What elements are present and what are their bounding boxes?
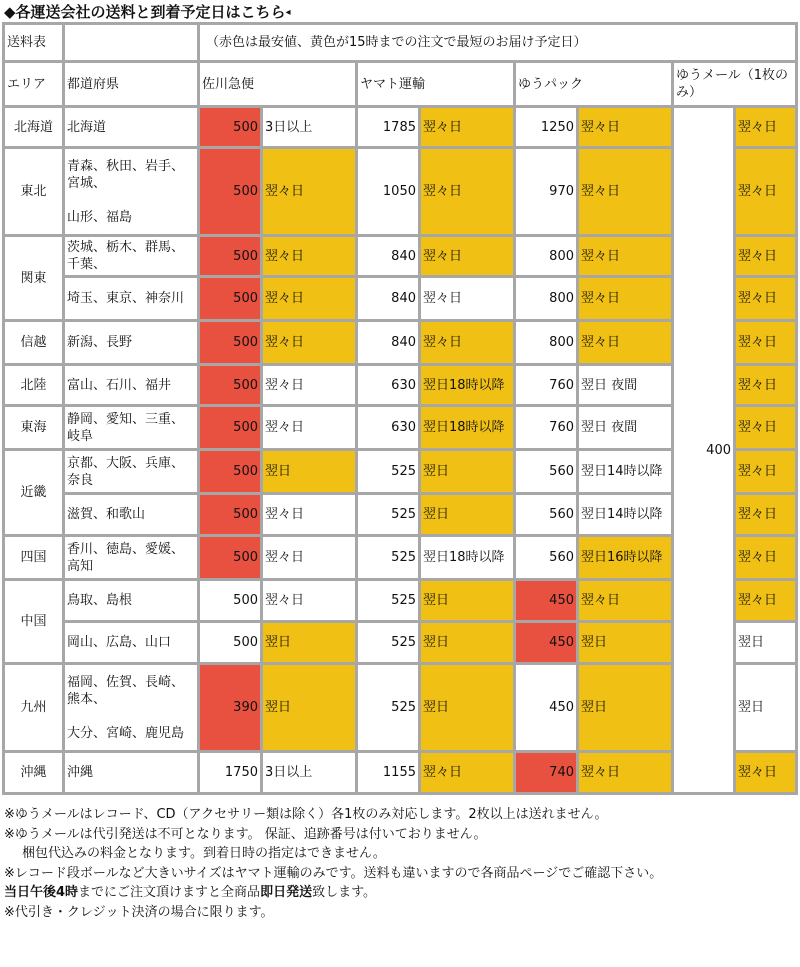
same-day-shipping: 即日発送 [260, 885, 313, 900]
yupack-header: ゆうパック [515, 62, 673, 107]
sagawa-delivery: 翌々日 [262, 148, 357, 236]
sagawa-price: 500 [199, 321, 262, 365]
yupack-delivery: 翌々日 [578, 321, 673, 365]
yamato-delivery: 翌日 [420, 494, 515, 536]
yamato-delivery: 翌日18時以降 [420, 536, 515, 580]
same-day-deadline: 当日午後4時 [4, 885, 79, 900]
yamato-delivery: 翌日 [420, 622, 515, 664]
yupack-delivery: 翌々日 [578, 148, 673, 236]
yupack-delivery: 翌日 [578, 622, 673, 664]
prefecture-cell: 鳥取、島根 [64, 580, 199, 622]
prefecture-cell: 京都、大阪、兵庫、奈良 [64, 450, 199, 494]
yamato-price: 1050 [357, 148, 420, 236]
yupack-price: 760 [515, 365, 578, 406]
sagawa-price: 500 [199, 536, 262, 580]
yupack-delivery: 翌々日 [578, 752, 673, 794]
yupack-price: 560 [515, 494, 578, 536]
sagawa-delivery: 3日以上 [262, 752, 357, 794]
yupack-price: 800 [515, 321, 578, 365]
area-cell: 沖縄 [4, 752, 64, 794]
area-header: エリア [4, 62, 64, 107]
table-row [4, 107, 797, 148]
yamato-price: 1155 [357, 752, 420, 794]
sagawa-delivery: 翌々日 [262, 494, 357, 536]
page-title: ◆各運送会社の送料と到着予定日はこちら◂ [4, 3, 291, 21]
yupack-price: 800 [515, 277, 578, 321]
prefecture-cell: 青森、秋田、岩手、宮城、 山形、福島 [64, 148, 199, 236]
prefecture-cell: 香川、徳島、愛媛、高知 [64, 536, 199, 580]
sagawa-price: 500 [199, 236, 262, 277]
sagawa-price: 1750 [199, 752, 262, 794]
sagawa-price: 500 [199, 450, 262, 494]
yumail-header: ゆうメール（1枚のみ） [673, 62, 797, 107]
prefecture-cell: 富山、石川、福井 [64, 365, 199, 406]
yupack-delivery: 翌々日 [578, 107, 673, 148]
area-cell: 四国 [4, 536, 64, 580]
prefecture-cell: 埼玉、東京、神奈川 [64, 277, 199, 321]
area-cell: 関東 [4, 236, 64, 321]
yamato-header: ヤマト運輸 [357, 62, 515, 107]
note-line: ※ゆうメールはレコード、CD（アクセサリー類は除く）各1枚のみ対応します。2枚以上は送れません。 [4, 807, 608, 822]
area-cell: 近畿 [4, 450, 64, 536]
yupack-delivery: 翌日14時以降 [578, 494, 673, 536]
yupack-delivery: 翌日 夜間 [578, 365, 673, 406]
yumail-delivery: 翌々日 [735, 494, 797, 536]
yumail-delivery: 翌々日 [735, 148, 797, 236]
yamato-price: 840 [357, 321, 420, 365]
yamato-delivery: 翌々日 [420, 277, 515, 321]
prefecture-cell: 岡山、広島、山口 [64, 622, 199, 664]
yupack-delivery: 翌日 夜間 [578, 406, 673, 450]
yupack-delivery: 翌日 [578, 664, 673, 752]
table-label: 送料表 [4, 24, 64, 62]
yamato-price: 525 [357, 450, 420, 494]
sagawa-delivery: 翌日 [262, 622, 357, 664]
sagawa-delivery: 翌日 [262, 450, 357, 494]
yupack-delivery: 翌々日 [578, 580, 673, 622]
yupack-price: 740 [515, 752, 578, 794]
sagawa-header: 佐川急便 [199, 62, 357, 107]
sagawa-delivery: 翌々日 [262, 277, 357, 321]
sagawa-delivery: 翌々日 [262, 536, 357, 580]
header-blank [64, 24, 199, 62]
note-line: ※レコード段ボールなど大きいサイズはヤマト運輸のみです。送料も違いますので各商品ページでご確認下さい。 [4, 865, 663, 881]
yumail-delivery: 翌々日 [735, 236, 797, 277]
sagawa-delivery: 翌日 [262, 664, 357, 752]
note-line: ※代引き・クレジット決済の場合に限ります。 [4, 904, 274, 920]
yupack-price: 800 [515, 236, 578, 277]
yumail-delivery: 翌々日 [735, 321, 797, 365]
yupack-price: 560 [515, 450, 578, 494]
sagawa-price: 500 [199, 580, 262, 622]
prefecture-cell: 沖縄 [64, 752, 199, 794]
sagawa-delivery: 3日以上 [262, 107, 357, 148]
yamato-price: 630 [357, 406, 420, 450]
yupack-delivery: 翌々日 [578, 277, 673, 321]
area-cell: 東北 [4, 148, 64, 236]
prefecture-cell: 福岡、佐賀、長崎、熊本、 大分、宮崎、鹿児島 [64, 664, 199, 752]
prefecture-cell: 静岡、愛知、三重、岐阜 [64, 406, 199, 450]
yupack-price: 1250 [515, 107, 578, 148]
sagawa-price: 500 [199, 107, 262, 148]
yamato-delivery: 翌日18時以降 [420, 406, 515, 450]
sagawa-price: 500 [199, 365, 262, 406]
yamato-delivery: 翌々日 [420, 321, 515, 365]
yumail-price: 400 [673, 107, 735, 794]
yumail-delivery: 翌々日 [735, 580, 797, 622]
yamato-delivery: 翌々日 [420, 148, 515, 236]
prefecture-cell: 北海道 [64, 107, 199, 148]
color-legend-note: （赤色は最安値、黄色が15時までの注文で最短のお届け予定日） [199, 24, 797, 62]
area-cell: 信越 [4, 321, 64, 365]
yamato-price: 525 [357, 536, 420, 580]
yumail-delivery: 翌日 [735, 664, 797, 752]
yupack-delivery: 翌々日 [578, 236, 673, 277]
yumail-delivery: 翌日 [735, 622, 797, 664]
yamato-delivery: 翌日 [420, 664, 515, 752]
sagawa-delivery: 翌々日 [262, 236, 357, 277]
prefecture-cell: 滋賀、和歌山 [64, 494, 199, 536]
yupack-price: 560 [515, 536, 578, 580]
sagawa-price: 500 [199, 622, 262, 664]
prefecture-cell: 新潟、長野 [64, 321, 199, 365]
yupack-delivery: 翌日16時以降 [578, 536, 673, 580]
area-cell: 北海道 [4, 107, 64, 148]
yupack-price: 450 [515, 664, 578, 752]
sagawa-delivery: 翌々日 [262, 406, 357, 450]
shipping-rate-table [2, 22, 798, 795]
area-cell: 北陸 [4, 365, 64, 406]
yamato-price: 525 [357, 664, 420, 752]
yamato-delivery: 翌日 [420, 580, 515, 622]
yamato-delivery: 翌日18時以降 [420, 365, 515, 406]
yumail-delivery: 翌々日 [735, 406, 797, 450]
yumail-delivery: 翌々日 [735, 450, 797, 494]
yupack-price: 970 [515, 148, 578, 236]
yupack-price: 760 [515, 406, 578, 450]
area-cell: 東海 [4, 406, 64, 450]
area-cell: 九州 [4, 664, 64, 752]
note-line: ※ゆうメールは代引発送は不可となります。 保証、追跡番号は付いておりません。 [4, 826, 487, 842]
note-line: 当日午後4時までにご注文頂けますと全商品即日発送致します。 [4, 885, 377, 900]
area-cell: 中国 [4, 580, 64, 664]
sagawa-price: 390 [199, 664, 262, 752]
sagawa-price: 500 [199, 148, 262, 236]
yumail-delivery: 翌々日 [735, 365, 797, 406]
yamato-delivery: 翌々日 [420, 752, 515, 794]
yumail-delivery: 翌々日 [735, 536, 797, 580]
caret-left-icon: ◂ [285, 7, 291, 18]
yamato-delivery: 翌日 [420, 450, 515, 494]
yamato-price: 525 [357, 580, 420, 622]
yamato-price: 525 [357, 622, 420, 664]
sagawa-delivery: 翌々日 [262, 321, 357, 365]
yamato-price: 1785 [357, 107, 420, 148]
yupack-price: 450 [515, 622, 578, 664]
yamato-delivery: 翌々日 [420, 107, 515, 148]
yumail-delivery: 翌々日 [735, 107, 797, 148]
yumail-delivery: 翌々日 [735, 277, 797, 321]
prefecture-header: 都道府県 [64, 62, 199, 107]
yumail-delivery: 翌々日 [735, 752, 797, 794]
sagawa-delivery: 翌々日 [262, 580, 357, 622]
yamato-price: 525 [357, 494, 420, 536]
notes [4, 805, 662, 922]
yamato-price: 630 [357, 365, 420, 406]
yamato-price: 840 [357, 277, 420, 321]
note-line: 梱包代込みの料金となります。到着日時の指定はできません。 [22, 846, 386, 861]
yamato-delivery: 翌々日 [420, 236, 515, 277]
sagawa-price: 500 [199, 277, 262, 321]
yupack-delivery: 翌日14時以降 [578, 450, 673, 494]
sagawa-price: 500 [199, 494, 262, 536]
yamato-price: 840 [357, 236, 420, 277]
yupack-price: 450 [515, 580, 578, 622]
sagawa-delivery: 翌々日 [262, 365, 357, 406]
prefecture-cell: 茨城、栃木、群馬、千葉、 [64, 236, 199, 277]
sagawa-price: 500 [199, 406, 262, 450]
